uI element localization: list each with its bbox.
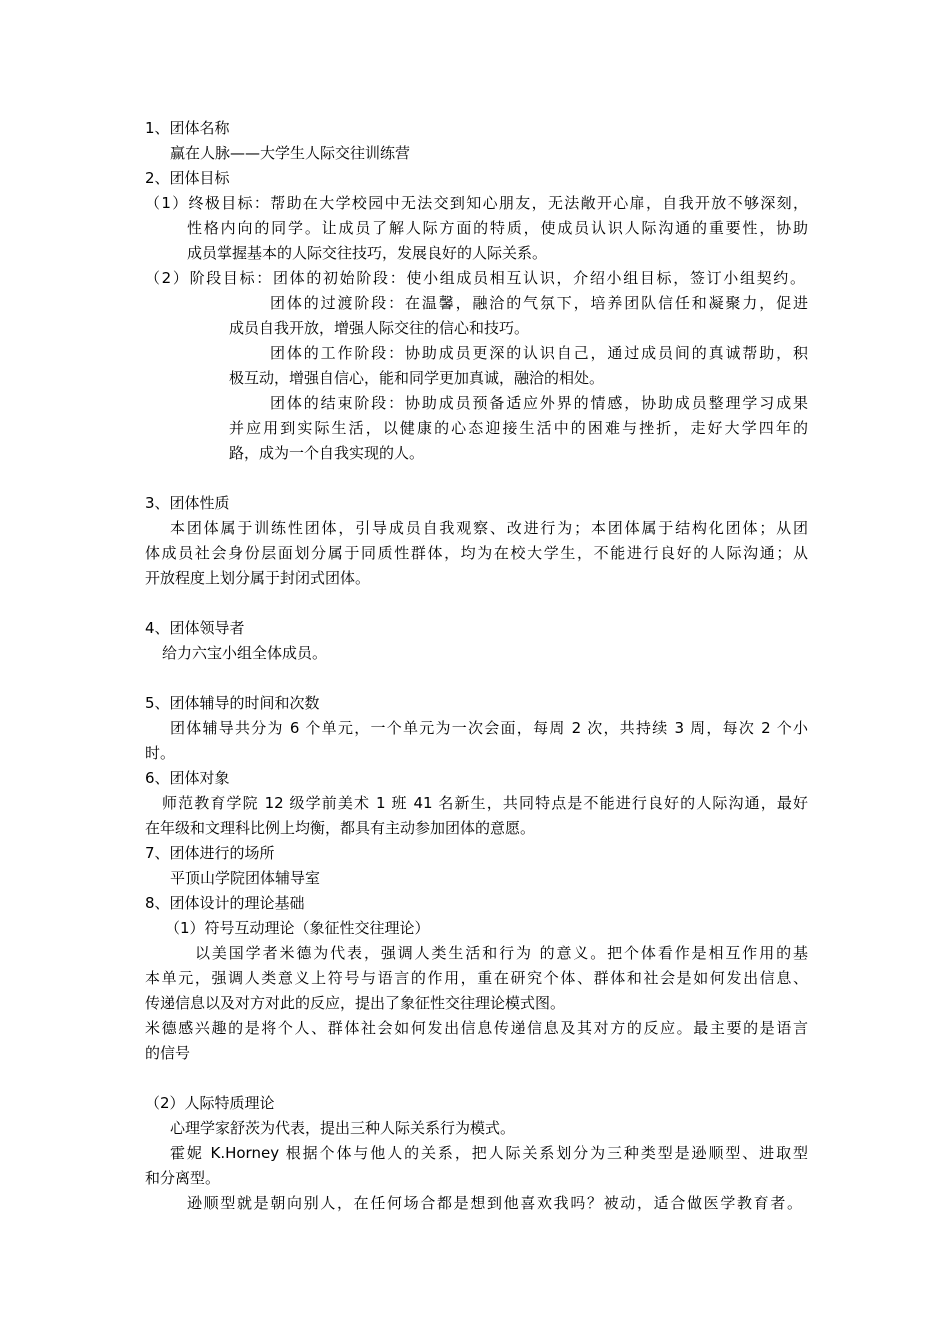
venue-text: 平顶山学院团体辅导室 (170, 869, 321, 887)
stage-goal-ending-1: 团体的结束阶段：协助成员预备适应外界的情感，协助成员整理学习成果 (270, 394, 808, 412)
group-name-text: 赢在人脉——大学生人际交往训练营 (170, 144, 411, 162)
stage-goal-working-1: 团体的工作阶段：协助成员更深的认识自己，通过成员间的真诚帮助，积 (270, 344, 808, 362)
stage-goal-transition-1: 团体的过渡阶段：在温馨，融洽的气氛下，培养团队信任和凝聚力，促进 (270, 294, 808, 312)
stage-goal-transition-2: 成员自我开放，增强人际交往的信心和技巧。 (229, 319, 530, 337)
time-sessions-line-2: 时。 (145, 744, 176, 762)
target-members-line-1: 师范教育学院 12 级学前美术 1 班 41 名新生，共同特点是不能进行良好的人际沟通，最好 (162, 794, 808, 812)
stage-goal-ending-3: 路，成为一个自我实现的人。 (229, 444, 425, 462)
group-nature-line-3: 开放程度上划分属于封闭式团体。 (145, 569, 371, 587)
compliant-type-line: 逊顺型就是朝向别人，在任何场合都是想到他喜欢我吗？被动，适合做医学教育者。 (187, 1194, 802, 1212)
group-nature-line-2: 体成员社会身份层面划分属于同质性群体，均为在校大学生，不能进行良好的人际沟通；从 (145, 544, 808, 562)
stage-goal-working-2: 极互动，增强自信心，能和同学更加真诚，融洽的相处。 (229, 369, 605, 387)
ultimate-goal-line-2: 性格内向的同学。让成员了解人际方面的特质，使成员认识人际沟通的重要性，协助 (187, 219, 808, 237)
heading-group-goals: 2、团体目标 (145, 169, 230, 187)
heading-venue: 7、团体进行的场所 (145, 844, 275, 862)
theory-symbolic-interaction-title: （1）符号互动理论（象征性交往理论） (165, 919, 430, 937)
heading-group-name: 1、团体名称 (145, 119, 230, 137)
target-members-line-2: 在年级和文理科比例上均衡，都具有主动参加团体的意愿。 (145, 819, 536, 837)
stage-goal-initial: （2）阶段目标：团体的初始阶段：使小组成员相互认识，介绍小组目标，签订小组契约。 (145, 269, 805, 287)
ultimate-goal-line-1: （1）终极目标：帮助在大学校园中无法交到知心朋友，无法敞开心扉，自我开放不够深刻， (145, 194, 808, 212)
group-nature-line-1: 本团体属于训练性团体，引导成员自我观察、改进行为；本团体属于结构化团体；从团 (170, 519, 808, 537)
symbolic-interaction-line-2: 本单元，强调人类意义上符号与语言的作用，重在研究个体、群体和社会是如何发出信息、 (145, 969, 808, 987)
theory-interpersonal-trait-title: （2）人际特质理论 (145, 1094, 275, 1112)
time-sessions-line-1: 团体辅导共分为 6 个单元，一个单元为一次会面，每周 2 次，共持续 3 周，每次 2 个小 (170, 719, 808, 737)
heading-theory-basis: 8、团体设计的理论基础 (145, 894, 305, 912)
horney-types-line-2: 和分离型。 (145, 1169, 221, 1187)
heading-group-leader: 4、团体领导者 (145, 619, 245, 637)
group-leader-text: 给力六宝小组全体成员。 (162, 644, 328, 662)
mead-interest-line-2: 的信号 (145, 1044, 191, 1062)
heading-time-and-sessions: 5、团体辅导的时间和次数 (145, 694, 320, 712)
heading-group-nature: 3、团体性质 (145, 494, 230, 512)
ultimate-goal-line-3: 成员掌握基本的人际交往技巧，发展良好的人际关系。 (187, 244, 548, 262)
symbolic-interaction-line-3: 传递信息以及对方对此的反应，提出了象征性交往理论模式图。 (145, 994, 566, 1012)
heading-target-members: 6、团体对象 (145, 769, 230, 787)
mead-interest-line-1: 米德感兴趣的是将个人、群体社会如何发出信息传递信息及其对方的反应。最主要的是语言 (145, 1019, 808, 1037)
horney-types-line-1: 霍妮 K.Horney 根据个体与他人的关系，把人际关系划分为三种类型是逊顺型、进取型 (170, 1144, 808, 1162)
stage-goal-ending-2: 并应用到实际生活，以健康的心态迎接生活中的困难与挫折，走好大学四年的 (229, 419, 808, 437)
symbolic-interaction-line-1: 以美国学者米德为代表，强调人类生活和行为 的意义。把个体看作是相互作用的基 (195, 944, 808, 962)
interpersonal-trait-line-1: 心理学家舒茨为代表，提出三种人际关系行为模式。 (170, 1119, 516, 1137)
